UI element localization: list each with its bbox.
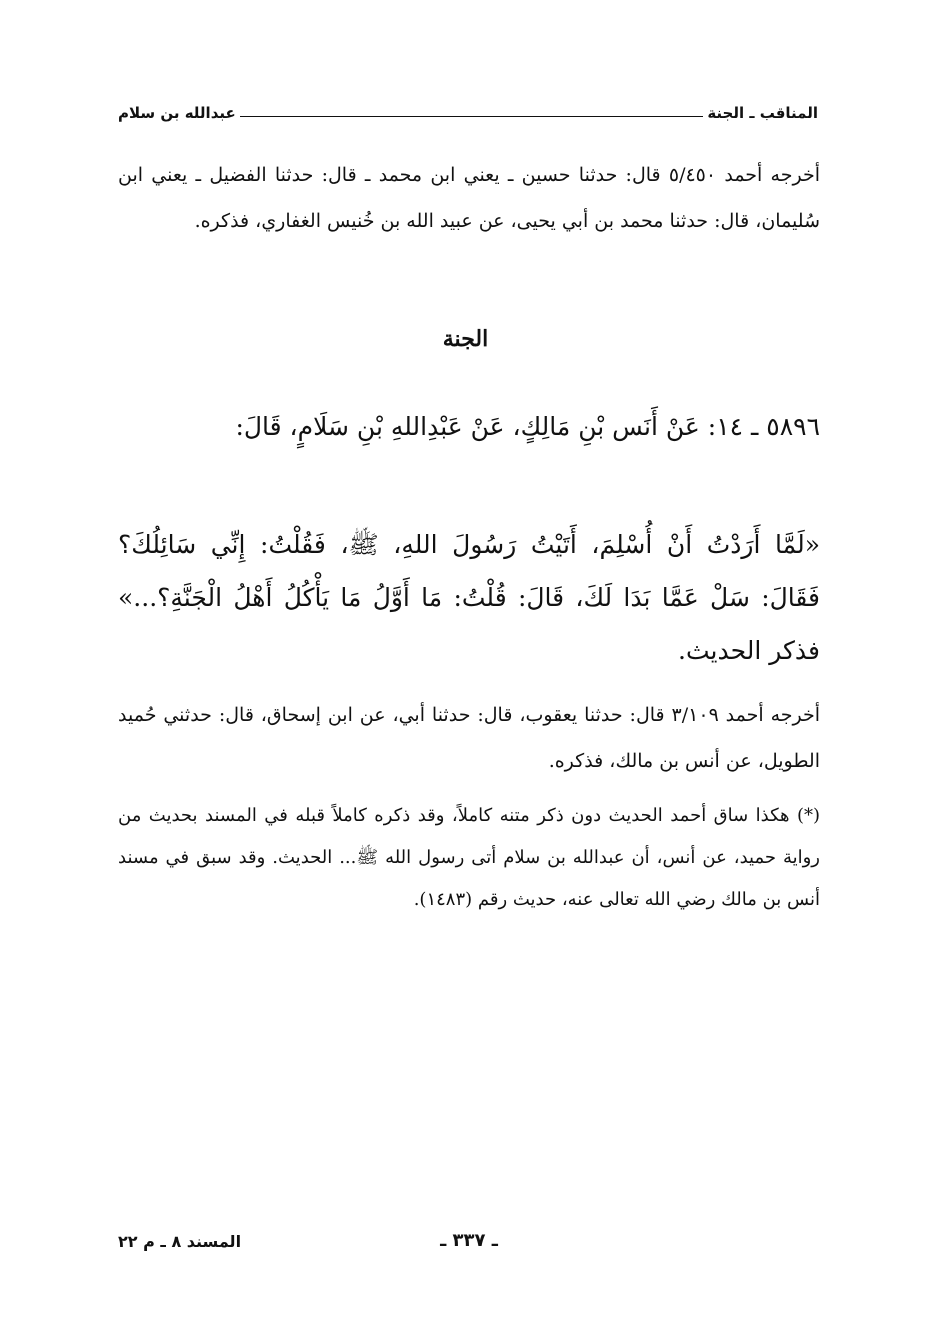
header-companion: عبدالله بن سلام [118, 104, 236, 122]
footnote: (*) هكذا ساق أحمد الحديث دون ذكر متنه كاملاً، وقد ذكره كاملاً قبله في المسند بحديث من رواية حميد، عن أنس، أن عبدالله بن سلام أتى رسول الله ﷺ... الحديث. وقد سبق في مسند أنس بن مالك رضي الله تعالى عنه، حديث رقم (١٤٨٣). [118, 805, 820, 910]
running-header [118, 92, 818, 122]
section-title: الجنة [442, 326, 489, 352]
page-footer [118, 1226, 820, 1260]
previous-takhrij: أخرجه أحمد ٥/٤٥٠ قال: حدثنا حسين ـ يعني ابن محمد ـ قال: حدثنا الفضيل ـ يعني ابن سُليمان، قال: حدثنا محمد بن أبي يحيى، عن عبيد الله بن خُنيس الغفاري، فذكره. [118, 164, 820, 232]
printer-signature: المسند ٨ ـ م ٢٢ [118, 1232, 242, 1251]
header-chapter: المناقب ـ الجنة [707, 104, 818, 122]
hadith-takhrij: أخرجه أحمد ٣/١٠٩ قال: حدثنا يعقوب، قال: حدثنا أبي، عن ابن إسحاق، قال: حدثني حُميد الطويل، عن أنس بن مالك، فذكره. [118, 704, 821, 772]
hadith-matn: «لَمَّا أَرَدْتُ أَنْ أُسْلِمَ، أَتَيْتُ رَسُولَ اللهِ، ﷺ، فَقُلْتُ: إِنِّي سَائِلُكَ؟ فَقَالَ: سَلْ عَمَّا بَدَا لَكَ، قَالَ: قُلْتُ: مَا أَوَّلُ مَا يَأْكُلُ أَهْلُ الْجَنَّةِ؟...» فذكر الحديث. [118, 530, 820, 665]
header-rule [240, 116, 704, 117]
hadith-isnad: ٥٨٩٦ ـ ١٤: عَنْ أَنَس بْنِ مَالِكٍ، عَنْ عَبْدِاللهِ بْنِ سَلَامٍ، قَالَ: [235, 412, 820, 441]
page-number: ـ ٣٣٧ ـ [440, 1230, 498, 1251]
